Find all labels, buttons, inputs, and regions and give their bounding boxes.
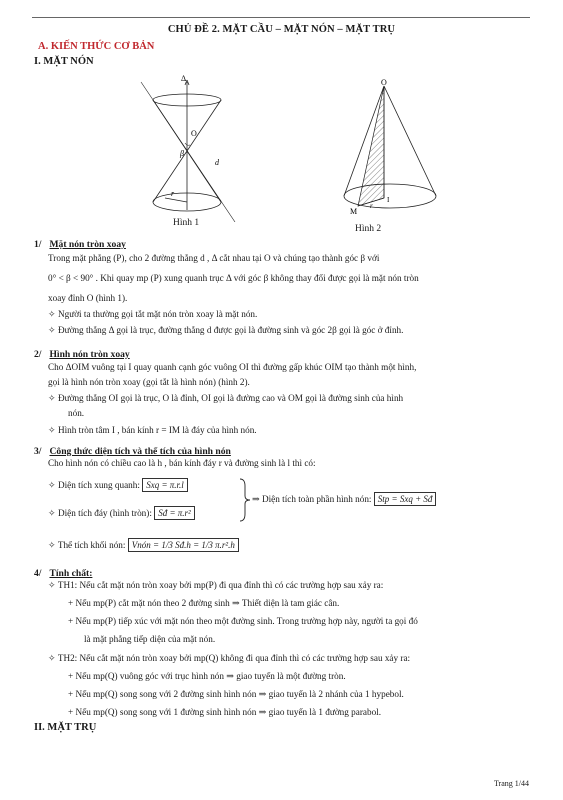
fig2-label-o: O [381,78,387,87]
lateral-area-formula: Sxq = π.r.l [142,478,188,492]
s1-paragraph-line-1: Trong mặt phẳng (P), cho 2 đường thẳng d , Δ cắt nhau tại O và chúng tạo thành góc β với [48,253,380,263]
figure-2-cone [336,78,452,218]
fig2-label-m: M [350,207,358,216]
s4-case-2: ✧ TH2: Nếu cắt mặt nón tròn xoay bởi mp(Q) không đi qua đỉnh thì có các trường hợp sau xảy ra: [48,653,411,663]
s4-case-2-c: + Nếu mp(Q) song song với 1 đường sinh hình nón ⇒ giao tuyến là 1 đường parabol. [68,707,382,717]
section-ii-heading: II. MẶT TRỤ [34,722,97,733]
fig2-label-r: r [370,202,373,210]
s4-case-1-b: + Nếu mp(P) tiếp xúc với mặt nón theo một đường sinh. Trong trường hợp này, người ta gọi đó [68,616,418,626]
fig2-label-i: I [387,196,390,204]
volume-formula: Vnón = 1/3 Sđ.h = 1/3 π.r².h [128,538,239,552]
s4-case-2-b: + Nếu mp(Q) song song với 2 đường sinh hình nón ⇒ giao tuyến là 2 nhánh của 1 hypebol. [68,689,404,699]
fig1-label-o: O [191,129,197,138]
figure-1-caption: Hình 1 [173,218,200,228]
fig1-label-r: r [171,189,175,198]
s2-bullet-1-cont: nón. [68,408,85,418]
s4-case-2-a: + Nếu mp(Q) vuông góc với trục hình nón ⇒ giao tuyến là một đường tròn. [68,671,346,681]
section-4-heading: 4/ Tính chất: [34,568,93,579]
page-title: CHỦ ĐỀ 2. MẶT CẦU – MẶT NÓN – MẶT TRỤ [167,24,396,35]
figure-2-caption: Hình 2 [355,224,382,234]
total-area-formula: Stp = Sxq + Sđ [374,492,437,506]
figure-1-double-cone [125,72,265,222]
s2-paragraph-line-2: gọi là hình nón tròn xoay (gọi tắt là hình nón) (hình 2). [48,377,250,387]
s3-volume-row: ✧ Thể tích khối nón: Vnón = 1/3 Sđ.h = 1/3 π.r².h [48,538,239,552]
s1-paragraph-line-2: 0° < β < 90° . Khi quay mp (P) xung quanh trục Δ với góc β không thay đổi được gọi là mặt nón tròn [48,273,419,283]
base-area-formula: Sđ = π.r² [154,506,195,520]
s1-bullet-1: ✧ Người ta thường gọi tắt mặt nón tròn xoay là mặt nón. [48,309,258,319]
s3-total-area-row: ⇒ Diện tích toàn phần hình nón: Stp = Sxq + Sđ [252,492,436,506]
section-i-heading: I. MẶT NÓN [34,56,94,67]
s2-paragraph-line-1: Cho ΔOIM vuông tại I quay quanh cạnh góc vuông OI thì đường gấp khúc OIM tạo thành một hình, [48,362,417,372]
s2-bullet-2: ✧ Hình tròn tâm I , bán kính r = IM là đáy của hình nón. [48,425,257,435]
s1-bullet-2: ✧ Đường thẳng Δ gọi là trục, đường thẳng d được gọi là đường sinh và góc 2β gọi là góc ở đỉnh. [48,325,404,335]
section-3-heading: 3/ Công thức diện tích và thể tích của hình nón [34,446,231,457]
header-rule [32,17,530,18]
fig1-label-delta: Δ [181,74,187,83]
s2-bullet-1: ✧ Đường thẳng OI gọi là trục, O là đỉnh, OI gọi là đường cao và OM gọi là đường sinh của hình [48,393,404,403]
s4-case-1-a: + Nếu mp(P) cắt mặt nón theo 2 đường sinh ⇒ Thiết diện là tam giác cân. [68,598,340,608]
s3-base-area-row: ✧ Diện tích đáy (hình tròn): Sđ = π.r² [48,506,195,520]
s1-paragraph-line-3: xoay đỉnh O (hình 1). [48,293,128,303]
s3-paragraph: Cho hình nón có chiều cao là h , bán kính đáy r và đường sinh là l thì có: [48,458,316,468]
section-2-heading: 2/ Hình nón tròn xoay [34,349,130,360]
fig1-label-beta: β [180,149,184,158]
right-brace [239,478,251,522]
s4-case-1: ✧ TH1: Nếu cắt mặt nón tròn xoay bởi mp(P) đi qua đỉnh thì có các trường hợp sau xảy ra: [48,580,384,590]
s4-case-1-b-cont: là mặt phẳng tiếp diện của mặt nón. [84,634,216,644]
fig1-label-d: d [215,158,219,167]
section-a-heading: A. KIẾN THỨC CƠ BẢN [38,41,155,52]
s3-lateral-area-row: ✧ Diện tích xung quanh: Sxq = π.r.l [48,478,188,492]
page-number: Trang 1/44 [493,779,529,788]
section-1-heading: 1/ Mặt nón tròn xoay [34,239,126,250]
